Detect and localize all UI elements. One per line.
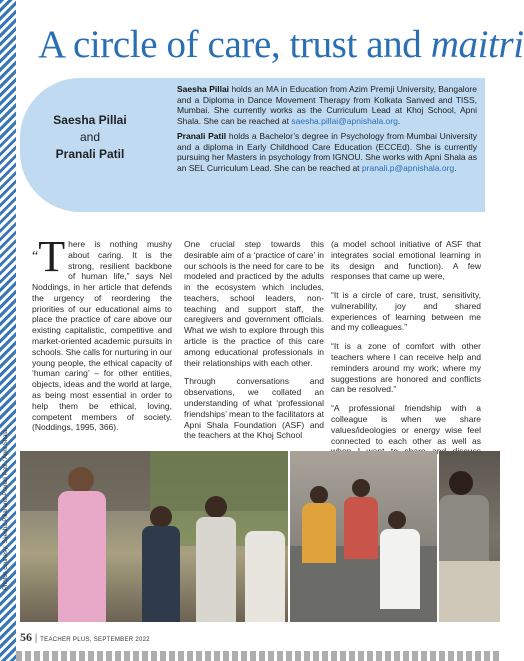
body-column-2 <box>184 239 324 449</box>
drop-cap: “T <box>32 232 66 281</box>
page-footer: 56 | TEACHER PLUS, SEPTEMBER 2022 <box>20 630 150 644</box>
body-column-3 <box>331 239 481 476</box>
paragraph: One crucial step towards this desirable aim of a ‘practice of care’ in our schools is the need for care to be modeled and practiced by the adults in the ecosystem which includes, teachers, school leaders, non-teaching and support staff, the caregivers and government officials. What we wish to explore through this article is the practice of this care among educational professionals in their relationships with each other. <box>184 239 325 368</box>
author-names <box>22 112 158 162</box>
decorative-bottom-border <box>16 651 500 661</box>
bio-pranali: Pranali Patil holds a Bachelor’s degree in Psychology from Mumbai University and a diploma in Early Childhood Care Education (ECCEd). She is currently pursuing her Masters in psychology from IGNOU. She works with Apni Shala as an SEL Curriculum Lead. She can be reached at pranali.p@apnishala.org. <box>177 131 477 173</box>
magazine-name: TEACHER PLUS, SEPTEMBER 2022 <box>40 637 150 643</box>
bio-saesha: Saesha Pillai holds an MA in Education from Azim Premji University, Bangalore and a Diploma in Dance Movement Therapy from Kolkata Sanved and TISS, Mumbai. She currently works as the Curriculum Lead at Khoj School, Apni Shala. She can be reached at saesha.pillai@apnishala.org. <box>177 84 477 126</box>
paragraph: Through conversations and observations, we collated an understanding of what ‘professional friendships’ mean to the facilitators at Apni Shala Foundation (ASF) and the teachers at the Khoj School <box>184 376 325 441</box>
photo-children-activity-outdoor <box>20 451 288 622</box>
quote-paragraph: “It is a circle of care, trust, sensitivity, vulnerability, joy and shared experiences of learning between me and my colleagues.” <box>331 290 481 333</box>
photo-child-writing <box>439 451 500 622</box>
article-title: A circle of care, trust and maitri <box>38 23 524 66</box>
author-and: and <box>79 129 101 144</box>
paragraph: (a model school initiative of ASF that integrates social emotional learning in its design and function). A few responses that came up were, <box>331 239 481 282</box>
paragraph-intro: “T here is nothing mushy about caring. It is the strong, resilient backbone of human life,” says Nel Noddings, in her article that defends the urgency of reordering the priorities of our educational aims to place the practice of care above our existing capitalistic, competitive and market-oriented academic pursuits in schools. She calls for nurturing in our young people, the ethical capacity of ‘human caring’ – for other entities, objects, ideas and the world at large, as being most essential in order to help them be ethical, loving, competent members of society. (Noddings, 1995, 366). <box>32 232 172 433</box>
page-number: 56 <box>20 630 32 644</box>
email-link-pranali[interactable]: pranali.p@apnishala.org <box>361 162 455 173</box>
author-bios <box>177 84 477 178</box>
author-name-1: Saesha Pillai <box>53 113 127 127</box>
author-name-2: Pranali Patil <box>55 146 125 161</box>
quote-paragraph: “It is a zone of comfort with other teachers where I can receive help and reminders around my work; where my suggestions are honored and conflicts can be resolved.” <box>331 341 481 395</box>
body-column-1 <box>32 232 172 441</box>
photo-children-circle-game <box>290 451 437 622</box>
quote-paragraph: “A professional friendship with a colleague is when we share values/ideologies or energy wise feel connected to each other as well as <box>331 403 481 446</box>
email-link-saesha[interactable]: saesha.pillai@apnishala.org <box>291 115 398 126</box>
photo-credit: Photos courtesy: Saesha Pillai and Pranali Patil / Apni Shala <box>3 429 9 590</box>
